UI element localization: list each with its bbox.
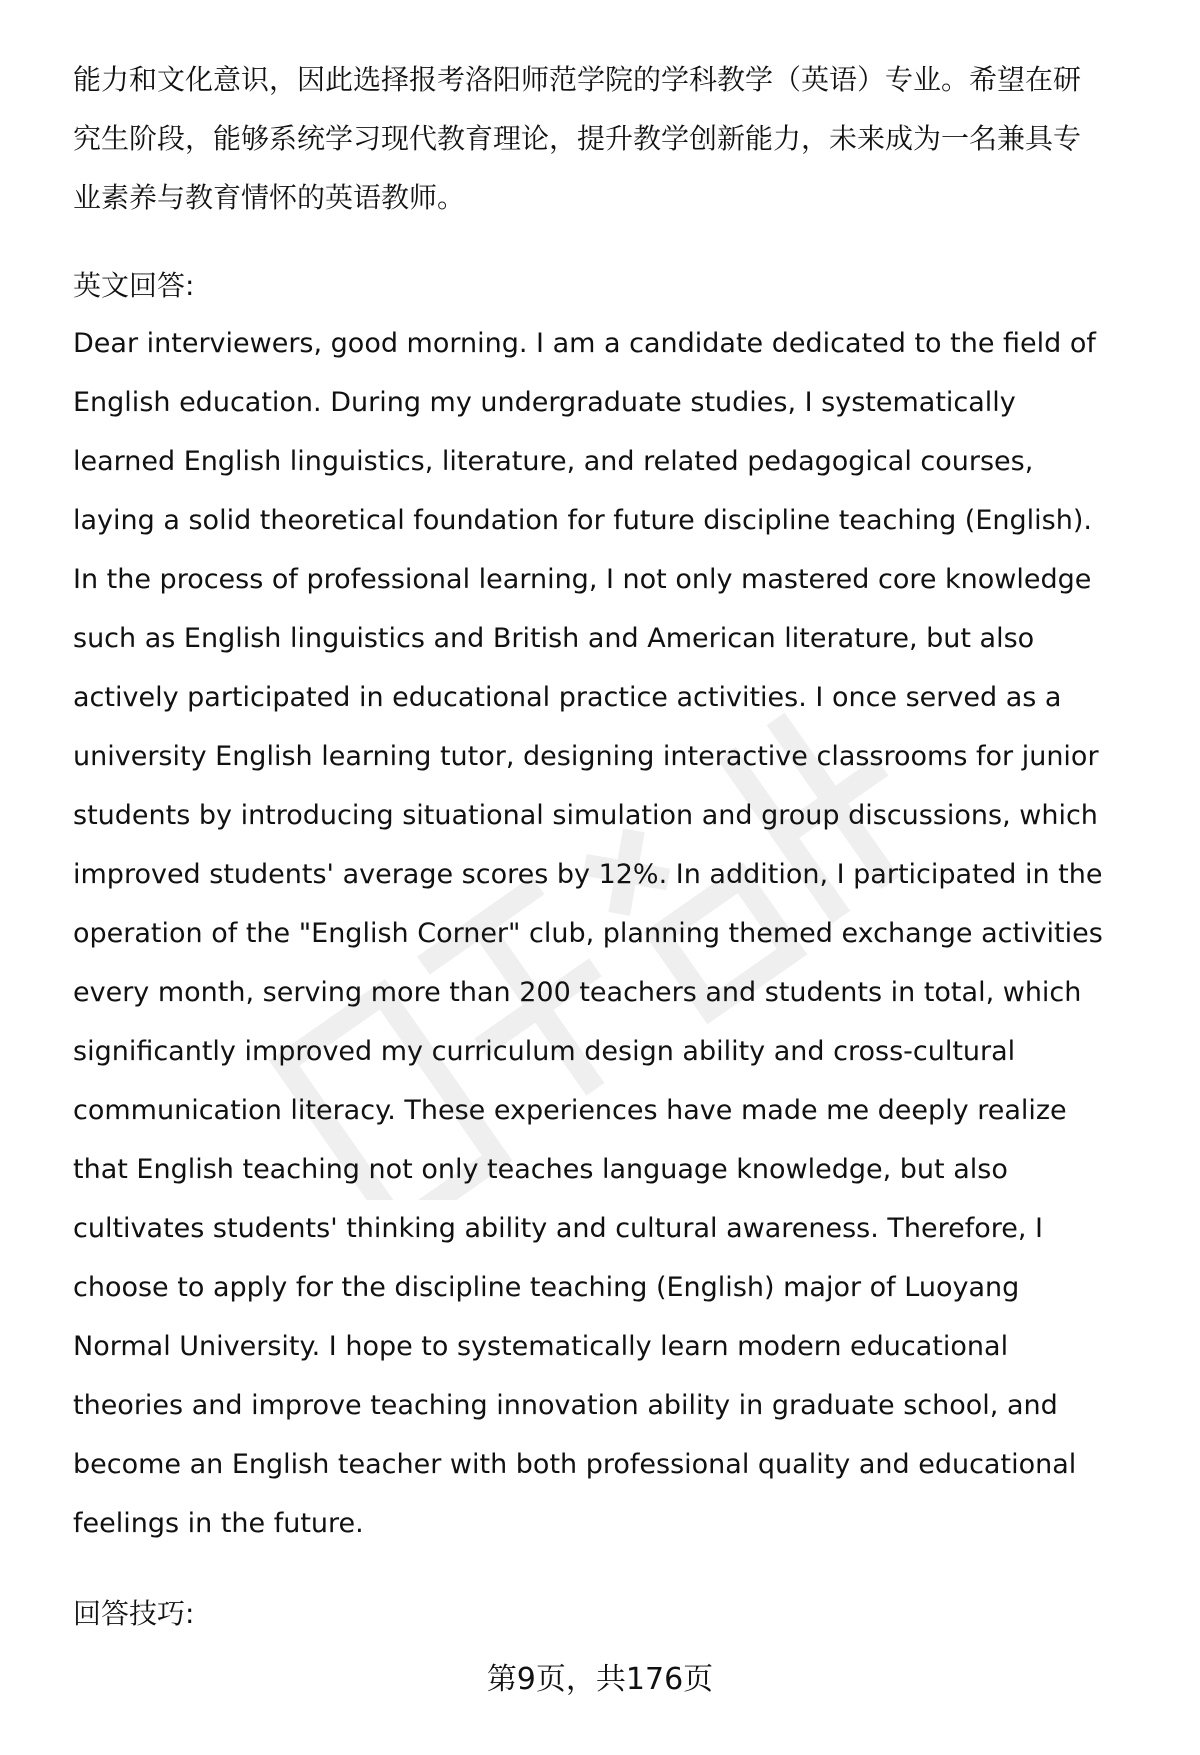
text-line: choose to apply for the discipline teaching (English) major of Luoyang [73,1272,1020,1303]
text-line: cultivates students' thinking ability and cultural awareness. Therefore, I [73,1213,1044,1244]
text-line: theories and improve teaching innovation ability in graduate school, and [73,1390,1058,1421]
text-line: actively participated in educational practice activities. I once served as a [73,682,1062,713]
text-line: 能力和文化意识，因此选择报考洛阳师范学院的学科教学（英语）专业。希望在研 [73,63,1082,96]
text-line: learned English linguistics, literature, and related pedagogical courses, [73,446,1034,477]
text-line: 究生阶段，能够系统学习现代教育理论，提升教学创新能力，未来成为一名兼具专 [73,122,1082,155]
text-line: laying a solid theoretical foundation for future discipline teaching (English). [73,505,1092,536]
text-line: operation of the "English Corner" club, planning themed exchange activities [73,918,1103,949]
text-line: Dear interviewers, good morning. I am a candidate dedicated to the field of [73,328,1096,359]
text-line: feelings in the future. [73,1508,364,1539]
text-line: In the process of professional learning, I not only mastered core knowledge [73,564,1092,595]
text-line: communication literacy. These experiences have made me deeply realize [73,1095,1067,1126]
text-line: improved students' average scores by 12%. In addition, I participated in the [73,859,1103,890]
page-number-footer: 第9页，共176页 [486,1662,714,1697]
text-line: students by introducing situational simulation and group discussions, which [73,800,1098,831]
text-line: 业素养与教育情怀的英语教师。 [73,181,466,214]
tips-heading: 回答技巧: [73,1597,195,1630]
text-line: every month, serving more than 200 teachers and students in total, which [73,977,1082,1008]
text-line: Normal University. I hope to systematically learn modern educational [73,1331,1009,1362]
text-line: significantly improved my curriculum design ability and cross-cultural [73,1036,1016,1067]
english-answer-heading: 英文回答: [73,269,195,302]
text-line: become an English teacher with both professional quality and educational [73,1449,1077,1480]
text-line: such as English linguistics and British and American literature, but also [73,623,1035,654]
text-line: that English teaching not only teaches language knowledge, but also [73,1154,1008,1185]
text-line: university English learning tutor, designing interactive classrooms for junior [73,741,1099,772]
text-line: English education. During my undergraduate studies, I systematically [73,387,1016,418]
